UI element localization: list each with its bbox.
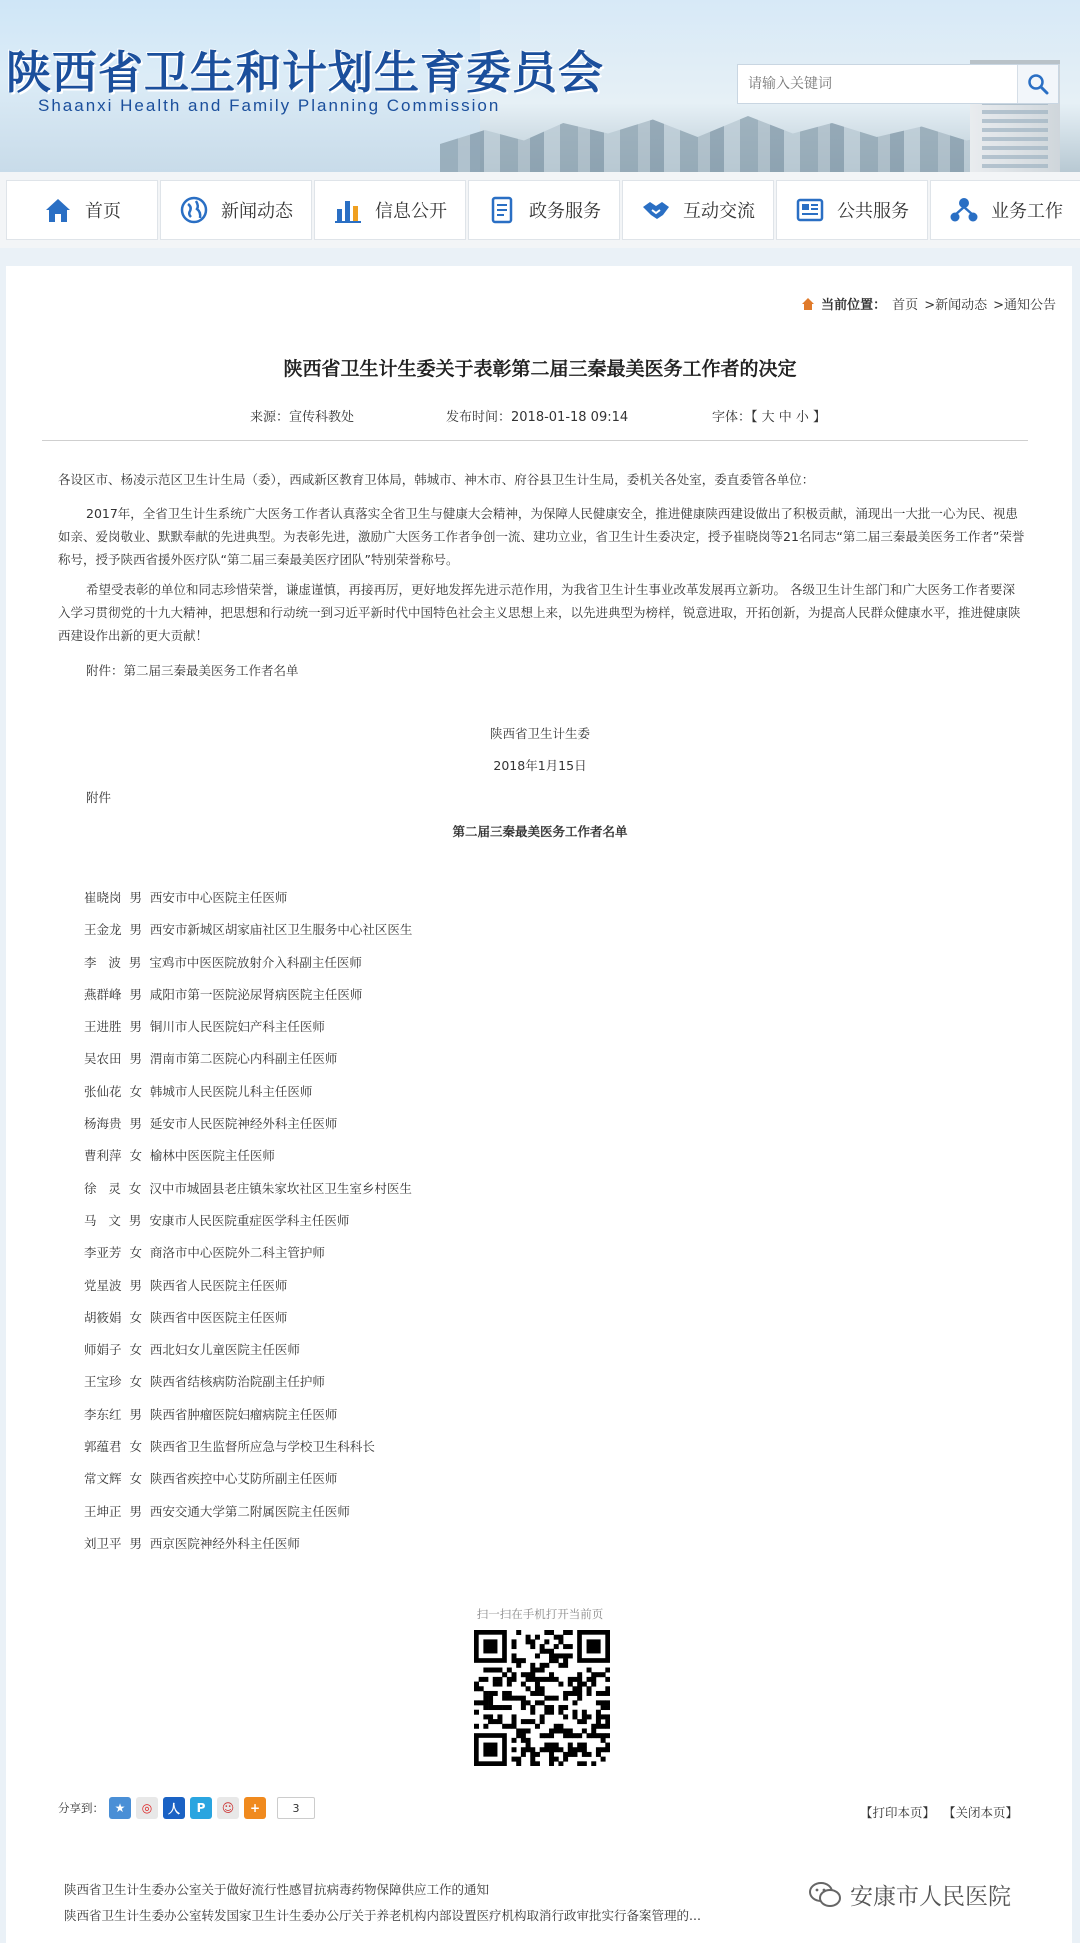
share-tencent-icon[interactable]: P bbox=[190, 1797, 212, 1819]
article-addressee: 各设区市、杨凌示范区卫生计生局（委），西咸新区教育卫体局，韩城市、神木市、府谷县卫生计生局，委机关各处室，委直委管各单位： bbox=[58, 472, 815, 487]
list-item: 徐 灵 女 汉中市城固县老庄镇朱家坎社区卫生室乡村医生 bbox=[84, 1180, 412, 1196]
search-icon bbox=[1027, 73, 1049, 95]
location-icon bbox=[801, 297, 815, 311]
list-item: 王金龙 男 西安市新城区胡家庙社区卫生服务中心社区医生 bbox=[84, 922, 413, 938]
search-input[interactable] bbox=[738, 65, 1018, 103]
nav-label: 政务服务 bbox=[529, 201, 601, 222]
article-date: 发布时间：2018-01-18 09:14 bbox=[446, 410, 629, 425]
breadcrumb bbox=[801, 294, 1056, 313]
related-link[interactable]: 陕西省卫生计生委办公室关于做好流行性感冒抗病毒药物保障供应工作的通知 bbox=[64, 1882, 490, 1897]
share-weibo-icon[interactable]: ◎ bbox=[136, 1797, 158, 1819]
font-size-switcher[interactable]: 字体：【 大 中 小 】 bbox=[712, 410, 827, 425]
list-item: 燕群峰 男 咸阳市第一医院泌尿肾病医院主任医师 bbox=[84, 986, 363, 1002]
list-item: 曹利萍 女 榆林中医医院主任医师 bbox=[84, 1148, 275, 1164]
list-item: 王进胜 男 铜川市人民医院妇产科主任医师 bbox=[84, 1019, 325, 1035]
list-item: 王坤正 男 西安交通大学第二附属医院主任医师 bbox=[84, 1503, 350, 1519]
site-subtitle: Shaanxi Health and Family Planning Commission bbox=[38, 96, 501, 115]
share-bar bbox=[58, 1797, 315, 1819]
nav-label: 新闻动态 bbox=[221, 201, 293, 222]
article-title: 陕西省卫生计生委关于表彰第二届三秦最美医务工作者的决定 bbox=[283, 358, 797, 380]
list-item: 郭蕴君 女 陕西省卫生监督所应急与学校卫生科科长 bbox=[84, 1439, 375, 1455]
list-item: 李 波 男 宝鸡市中医医院放射介入科副主任医师 bbox=[84, 954, 362, 970]
home-icon bbox=[43, 195, 73, 225]
list-item: 常文辉 女 陕西省疾控中心艾防所副主任医师 bbox=[84, 1471, 338, 1487]
article-paragraph: 希望受表彰的单位和同志珍惜荣誉，谦虚谨慎，再接再厉，更好地发挥先进示范作用，为我省卫生计生事业改革发展再立新功。 各级卫生计生部门和广大医务工作者要深入学习贯彻党的十九大精神，把思想和行动统一到习近平新时代中国特色社会主义思想上来，以先进典型为榜样，锐意进取，开拓创新，为提高人民群众健康水平，推进健康陕西建设作出新的更大贡献！ bbox=[58, 582, 1021, 643]
wechat-icon bbox=[808, 1880, 842, 1910]
list-item: 胡筱娟 女 陕西省中医医院主任医师 bbox=[84, 1309, 288, 1325]
news-icon bbox=[795, 195, 825, 225]
list-item: 崔晓岗 男 西安市中心医院主任医师 bbox=[84, 890, 288, 905]
list-item: 刘卫平 男 西京医院神经外科主任医师 bbox=[84, 1535, 300, 1551]
list-item: 师娟子 女 西北妇女儿童医院主任医师 bbox=[84, 1342, 300, 1358]
article-source: 来源：宣传科教处 bbox=[250, 410, 355, 425]
nav-label: 互动交流 bbox=[683, 201, 755, 222]
site-title[interactable]: 陕西省卫生和计划生育委员会 bbox=[6, 46, 605, 99]
list-item: 王宝珍 女 陕西省结核病防治院副主任护师 bbox=[84, 1374, 325, 1390]
list-item: 杨海贵 男 延安市人民医院神经外科主任医师 bbox=[84, 1116, 338, 1132]
search-button[interactable] bbox=[1017, 65, 1058, 103]
close-page-button[interactable]: 【关闭本页】 bbox=[942, 1805, 1018, 1820]
list-item: 李东红 男 陕西省肿瘤医院妇瘤病院主任医师 bbox=[84, 1406, 338, 1422]
nav-item-services[interactable] bbox=[468, 180, 620, 240]
share-qzone-icon[interactable]: ★ bbox=[109, 1797, 131, 1819]
bar-chart-icon bbox=[333, 195, 363, 225]
share-label: 分享到： bbox=[58, 1801, 104, 1815]
attachment-note: 附件：第二届三秦最美医务工作者名单 bbox=[86, 663, 299, 678]
qr-code bbox=[474, 1630, 610, 1766]
article-paragraph: 2017年，全省卫生计生系统广大医务工作者认真落实全省卫生与健康大会精神，为保障人民健康安全，推进健康陕西建设做出了积极贡献，涌现出一大批一心为民、视患如亲、爱岗敬业、默默奉献的先进典型。为表彰先进，激励广大医务工作者争创一流、建功立业，省卫生计生委决定，授予崔晓岗等21名同志“第二届三秦最美医务工作者”荣誉称号，授予陕西省援外医疗队“第二届三秦最美医疗团队”特别荣誉称号。 bbox=[58, 506, 1025, 567]
print-button[interactable]: 【打印本页】 bbox=[859, 1805, 935, 1820]
list-title: 第二届三秦最美医务工作者名单 bbox=[452, 824, 628, 839]
breadcrumb-label: 当前位置： bbox=[821, 298, 887, 313]
share-douban-icon[interactable]: ☺ bbox=[217, 1797, 239, 1819]
handshake-icon bbox=[641, 195, 671, 225]
watermark-text: 安康市人民医院 bbox=[850, 1884, 1011, 1910]
nav-label: 首页 bbox=[85, 201, 121, 222]
nav-label: 公共服务 bbox=[837, 201, 909, 222]
nav-item-interact[interactable] bbox=[622, 180, 774, 240]
list-item: 李亚芳 女 商洛市中心医院外二科主管护师 bbox=[84, 1245, 325, 1261]
globe-icon bbox=[179, 195, 209, 225]
list-item: 党星波 男 陕西省人民医院主任医师 bbox=[84, 1277, 288, 1293]
share-renren-icon[interactable]: 人 bbox=[163, 1797, 185, 1819]
qr-caption: 扫一扫在手机打开当前页 bbox=[476, 1607, 604, 1621]
nav-item-home[interactable] bbox=[6, 180, 158, 240]
breadcrumb-link[interactable]: >新闻动态 bbox=[924, 298, 988, 313]
list-item: 马 文 男 安康市人民医院重症医学科主任医师 bbox=[84, 1212, 350, 1228]
share-count: 3 bbox=[277, 1797, 315, 1819]
main-nav bbox=[0, 172, 1080, 249]
share-more-icon[interactable]: + bbox=[244, 1797, 266, 1819]
honoree-list bbox=[84, 882, 412, 1560]
nav-item-info[interactable] bbox=[314, 180, 466, 240]
divider bbox=[42, 440, 1028, 441]
search-box bbox=[737, 64, 1059, 104]
breadcrumb-link[interactable]: >通知公告 bbox=[993, 298, 1056, 313]
print-links bbox=[860, 1803, 1018, 1821]
nav-label: 信息公开 bbox=[375, 201, 447, 222]
watermark bbox=[808, 1878, 1011, 1911]
nav-item-news[interactable] bbox=[160, 180, 312, 240]
related-link[interactable]: 陕西省卫生计生委办公室转发国家卫生计生委办公厅关于养老机构内部设置医疗机构取消行政审批实行备案管理的... bbox=[64, 1908, 701, 1923]
signature: 陕西省卫生计生委 bbox=[489, 726, 590, 741]
sign-date: 2018年1月15日 bbox=[493, 758, 587, 773]
attachment-label: 附件 bbox=[86, 790, 112, 805]
nav-item-public[interactable] bbox=[776, 180, 928, 240]
list-item: 吴农田 男 渭南市第二医院心内科副主任医师 bbox=[84, 1051, 338, 1067]
nav-item-business[interactable] bbox=[930, 180, 1080, 240]
network-icon bbox=[949, 195, 979, 225]
list-item: 张仙花 女 韩城市人民医院儿科主任医师 bbox=[84, 1083, 313, 1099]
breadcrumb-link[interactable]: 首页 bbox=[892, 298, 919, 313]
document-icon bbox=[487, 195, 517, 225]
nav-label: 业务工作 bbox=[991, 201, 1063, 222]
site-banner bbox=[0, 0, 1080, 172]
